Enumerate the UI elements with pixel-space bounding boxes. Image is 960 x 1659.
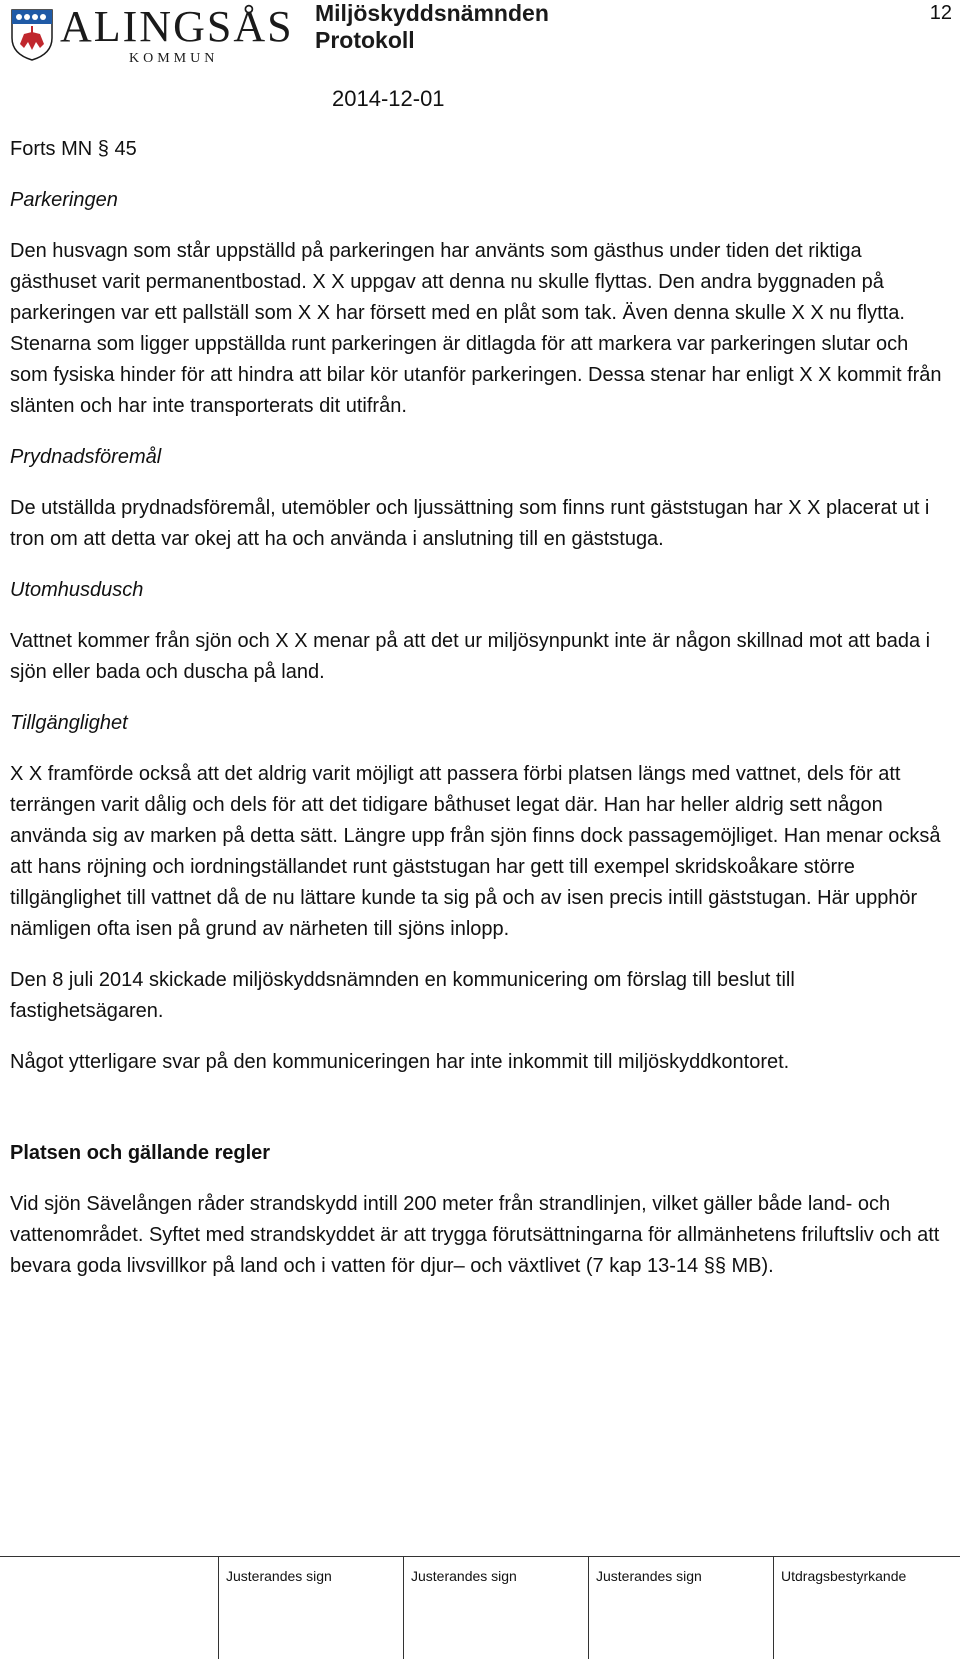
logo-wordmark: ALINGSÅS (60, 2, 294, 51)
heading-prydnadsforemal: Prydnadsföremål (10, 446, 162, 468)
municipality-logo (10, 2, 294, 68)
heading-tillganglighet: Tillgänglighet (10, 712, 128, 734)
paragraph-utomhusdusch: Vattnet kommer från sjön och X X menar på att det ur miljösynpunkt inte är någon skillnad mot att bada i sjön eller bada och duscha på land. (10, 630, 931, 683)
adjuster-sign-3: Justerandes sign (596, 1568, 702, 1584)
footer-column-divider (773, 1556, 774, 1659)
protocol-body (10, 134, 945, 1302)
footer-column-divider (218, 1556, 219, 1659)
footer-divider (0, 1556, 960, 1557)
page-number: 12 (929, 2, 952, 24)
document-type: Protokoll (315, 27, 415, 53)
heading-parkeringen: Parkeringen (10, 189, 118, 211)
logo-subtitle: KOMMUN (129, 51, 219, 66)
extract-certification: Utdragsbestyrkande (781, 1568, 907, 1584)
section-reference: Forts MN § 45 (10, 138, 137, 160)
footer-column-divider (403, 1556, 404, 1659)
heading-platsen-regler: Platsen och gällande regler (10, 1142, 271, 1164)
paragraph-tillganglighet: X X framförde också att det aldrig varit möjligt att passera förbi platsen längs med vattnet, dels för att terrängen varit dålig och dels för att det tidigare båthuset legat där. Han har heller aldrig sett någon använda sig av marken på detta sätt. Längre upp från sjön finns dock passagemöjliget. Han menar också att hans röjning och iordningställandet runt gäststugan har gett till exempel skridskoåkare större tillgänglighet till vattnet då de nu lättare kunde ta sig på och av isen precis intill gäststugan. Här upphör nämligen ofta isen på grund av närheten till sjöns inlopp. (10, 763, 941, 940)
signature-footer (0, 1556, 960, 1659)
heading-utomhusdusch: Utomhusdusch (10, 579, 144, 601)
paragraph-prydnadsforemal: De utställda prydnadsföremål, utemöbler och ljussättning som finns runt gäststugan har X X placerat ut i tron om att detta var okej att ha och använda i anslutning till en gäststuga. (10, 497, 930, 550)
paragraph-svar: Något ytterligare svar på den kommuniceringen har inte inkommit till miljöskyddkontoret. (10, 1051, 790, 1073)
paragraph-parkeringen: Den husvagn som står uppställd på parkeringen har använts som gästhus under tiden det riktiga gästhuset varit permanentbostad. X X uppgav att denna nu skulle flyttas. Den andra byggnaden på parkeringen var ett pallställ som X X har försett med en plåt som tak. Även denna skulle X X nu flytta. Stenarna som ligger uppställda runt parkeringen är ditlagda för att markera var parkeringen slutar och som fysiska hinder för att hindra att bilar kör utanför parkeringen. Dessa stenar har enligt X X kommit från slänten och har inte transporterats dit utifrån. (10, 240, 942, 417)
meeting-date: 2014-12-01 (332, 86, 445, 111)
committee-name: Miljöskyddsnämnden (315, 0, 549, 26)
footer-column-divider (588, 1556, 589, 1659)
coat-of-arms-icon (10, 8, 54, 62)
paragraph-strandskydd: Vid sjön Sävelången råder strandskydd intill 200 meter från strandlinjen, vilket gäller både land- och vattenområdet. Syftet med strandskyddet är att trygga förutsättningarna för allmänhetens friluftsliv och att bevara goda livsvillkor på land och i vatten för djur– och växtlivet (7 kap 13-14 §§ MB). (10, 1193, 940, 1277)
adjuster-sign-1: Justerandes sign (226, 1568, 332, 1584)
adjuster-sign-2: Justerandes sign (411, 1568, 517, 1584)
paragraph-kommunicering: Den 8 juli 2014 skickade miljöskyddsnämnden en kommunicering om förslag till beslut till fastighetsägaren. (10, 969, 795, 1022)
